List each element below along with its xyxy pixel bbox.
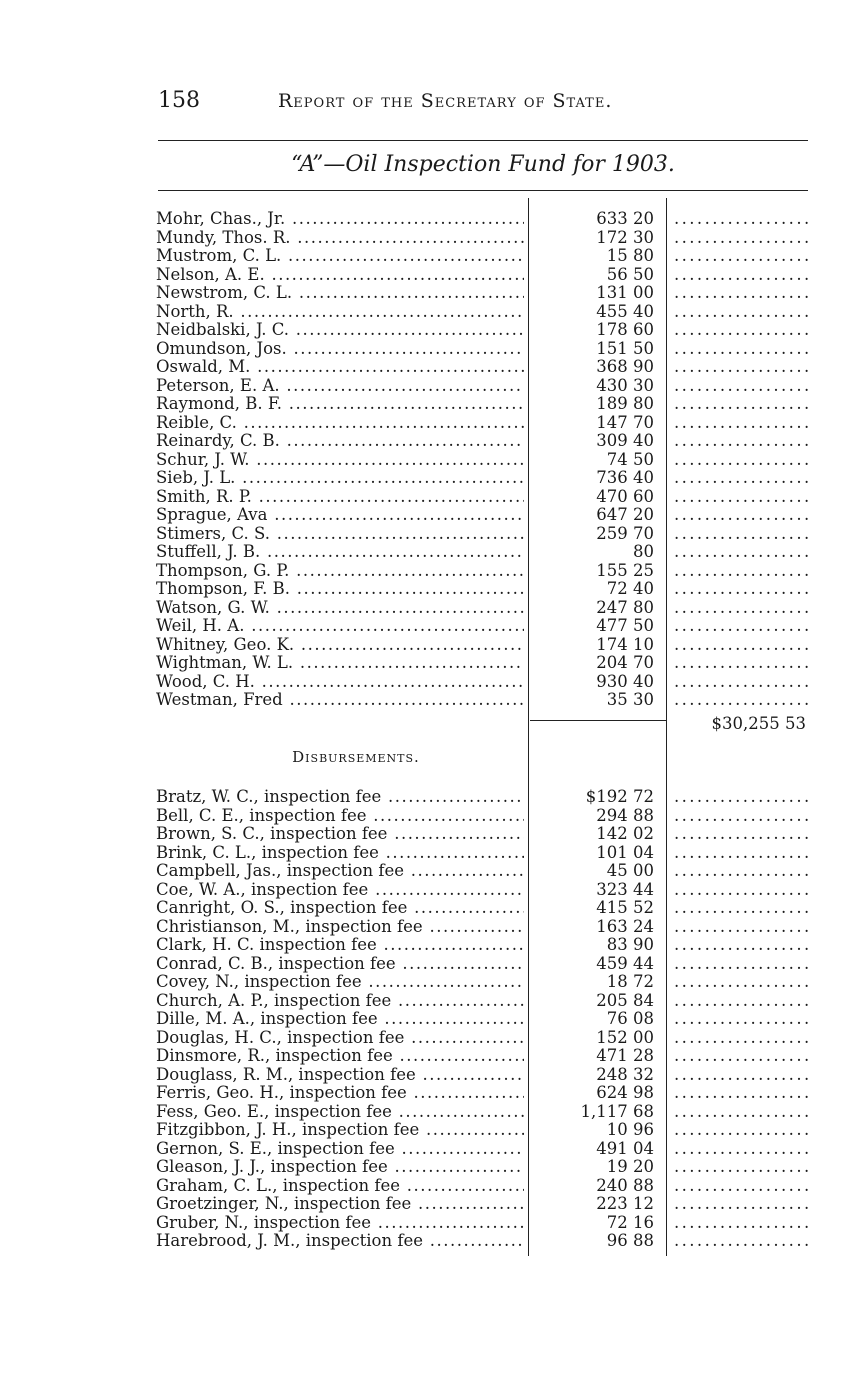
receipts-total: $30,255 53 (711, 714, 806, 733)
entry-name: Reinardy, C. B. ..... (156, 432, 524, 451)
entry-name: Douglass, R. M., inspection fee ..... (156, 1066, 524, 1085)
entry-amount: 415 52 (596, 898, 654, 917)
entry-name: Gruber, N., inspection fee ..... (156, 1214, 524, 1233)
leader-dots (674, 1047, 808, 1066)
table-row (156, 377, 810, 396)
table-row (156, 358, 810, 377)
entry-name: Dinsmore, R., inspection fee ..... (156, 1047, 524, 1066)
entry-amount: 172 30 (596, 227, 654, 247)
leader-dots (674, 881, 808, 900)
leader-dots (674, 825, 808, 844)
table-row (156, 395, 810, 414)
entry-amount: 930 40 (596, 671, 654, 691)
leader-dots (674, 899, 808, 918)
entry-name: Peterson, E. A. ..... (156, 377, 524, 396)
table-row (156, 210, 810, 229)
table-row (156, 1084, 810, 1103)
entry-name: Brink, C. L., inspection fee ..... (156, 844, 524, 863)
entry-name: Harebrood, J. M., inspection fee ..... (156, 1232, 524, 1251)
entry-name: Oswald, M. ..... (156, 358, 524, 377)
entry-name: Bell, C. E., inspection fee ..... (156, 807, 524, 826)
entry-amount: 72 40 (606, 579, 654, 598)
leader-dots (674, 469, 808, 488)
entry-amount: 15 80 (606, 246, 654, 265)
table-row (156, 844, 810, 863)
table-row (156, 936, 810, 955)
table-row (156, 918, 810, 937)
entry-amount: 633 20 (596, 209, 654, 228)
table-row (156, 1047, 810, 1066)
table-row (156, 788, 810, 807)
leader-dots (674, 936, 808, 955)
entry-amount: 101 04 (596, 842, 654, 862)
entry-amount: 147 70 (596, 412, 654, 432)
entry-amount: 178 60 (596, 320, 654, 339)
table-row (156, 229, 810, 248)
entry-amount: 259 70 (596, 523, 654, 543)
table-row (156, 992, 810, 1011)
leader-dots (674, 321, 808, 340)
entry-amount: 247 80 (596, 597, 654, 617)
entry-amount: 80 (633, 542, 654, 561)
table-row (156, 340, 810, 359)
entry-name: Fitzgibbon, J. H., inspection fee ..... (156, 1121, 524, 1140)
entry-amount: 240 88 (596, 1175, 654, 1195)
table-row (156, 825, 810, 844)
table-row (156, 1232, 810, 1251)
leader-dots (674, 1158, 808, 1177)
entry-amount: 155 25 (596, 560, 654, 580)
entry-amount: 624 98 (596, 1083, 654, 1102)
entry-amount: 294 88 (596, 805, 654, 825)
entry-amount: 72 16 (606, 1212, 654, 1232)
table-row (156, 807, 810, 826)
table-row (156, 414, 810, 433)
leader-dots (674, 229, 808, 248)
entry-amount: 491 04 (596, 1138, 654, 1158)
entry-name: Schur, J. W. ..... (156, 451, 524, 470)
entry-name: Mustrom, C. L. ..... (156, 247, 524, 266)
entry-amount: 151 50 (596, 338, 654, 358)
entry-amount: 142 02 (596, 824, 654, 843)
entry-name: Gernon, S. E., inspection fee ..... (156, 1140, 524, 1159)
entry-name: Wood, C. H. ..... (156, 673, 524, 692)
leader-dots (674, 844, 808, 863)
entry-amount: 1,117 68 (580, 1101, 654, 1121)
disbursements-list (156, 788, 810, 1251)
entry-name: Dille, M. A., inspection fee ..... (156, 1010, 524, 1029)
entry-name: Weil, H. A. ..... (156, 617, 524, 636)
leader-dots (674, 862, 808, 881)
entry-name: Whitney, Geo. K. ..... (156, 636, 524, 655)
leader-dots (674, 580, 808, 599)
table-row (156, 321, 810, 340)
leader-dots (674, 1066, 808, 1085)
entry-name: Fess, Geo. E., inspection fee ..... (156, 1103, 524, 1122)
leader-dots (674, 525, 808, 544)
entry-amount: 248 32 (596, 1064, 654, 1084)
entry-amount: 189 80 (596, 394, 654, 413)
table-row (156, 1121, 810, 1140)
entry-name: Brown, S. C., inspection fee ..... (156, 825, 524, 844)
leader-dots (674, 955, 808, 974)
leader-dots (674, 599, 808, 618)
entry-amount: 204 70 (596, 653, 654, 672)
leader-dots (674, 377, 808, 396)
leader-dots (674, 340, 808, 359)
entry-amount: 45 00 (606, 861, 654, 880)
entry-name: Nelson, A. E. ..... (156, 266, 524, 285)
table-row (156, 562, 810, 581)
table-row (156, 654, 810, 673)
leader-dots (674, 303, 808, 322)
entry-name: Graham, C. L., inspection fee ..... (156, 1177, 524, 1196)
table-row (156, 1177, 810, 1196)
table-row (156, 1158, 810, 1177)
table-row (156, 432, 810, 451)
entry-name: Church, A. P., inspection fee ..... (156, 992, 524, 1011)
table-row (156, 1140, 810, 1159)
table-row (156, 525, 810, 544)
entry-amount: 56 50 (606, 264, 654, 284)
entry-name: Omundson, Jos. ..... (156, 340, 524, 359)
entry-name: Covey, N., inspection fee ..... (156, 973, 524, 992)
table-row (156, 488, 810, 507)
entry-name: Raymond, B. F. ..... (156, 395, 524, 414)
entry-name: Bratz, W. C., inspection fee ..... (156, 788, 524, 807)
entry-amount: 76 08 (606, 1009, 654, 1028)
table-row (156, 469, 810, 488)
fund-title: “A”—Oil Inspection Fund for 1903. (291, 152, 675, 177)
entry-name: Douglas, H. C., inspection fee ..... (156, 1029, 524, 1048)
entry-amount: 35 30 (606, 690, 654, 709)
entry-name: Smith, R. P. ..... (156, 488, 524, 507)
leader-dots (674, 543, 808, 562)
entry-name: Canright, O. S., inspection fee ..... (156, 899, 524, 918)
table-row (156, 599, 810, 618)
table-row (156, 862, 810, 881)
table-row (156, 543, 810, 562)
leader-dots (674, 358, 808, 377)
entry-amount: 18 72 (606, 972, 654, 991)
table-row (156, 636, 810, 655)
title-rule (158, 190, 808, 191)
entry-amount: 309 40 (596, 431, 654, 450)
entry-name: Christianson, M., inspection fee ..... (156, 918, 524, 937)
entry-amount: 10 96 (606, 1120, 654, 1139)
entry-name: Westman, Fred ..... (156, 691, 524, 710)
leader-dots (674, 395, 808, 414)
leader-dots (674, 284, 808, 303)
entry-name: Campbell, Jas., inspection fee ..... (156, 862, 524, 881)
table-row (156, 1103, 810, 1122)
entry-name: Thompson, F. B. ..... (156, 580, 524, 599)
entry-name: Sprague, Ava ..... (156, 506, 524, 525)
leader-dots (674, 654, 808, 673)
leader-dots (674, 788, 808, 807)
entry-amount: 430 30 (596, 375, 654, 395)
entry-name: Clark, H. C. inspection fee ..... (156, 936, 524, 955)
table-row (156, 1214, 810, 1233)
entry-name: Wightman, W. L. ..... (156, 654, 524, 673)
entry-amount: 152 00 (596, 1027, 654, 1047)
entry-name: Watson, G. W. ..... (156, 599, 524, 618)
leader-dots (674, 1084, 808, 1103)
leader-dots (674, 1177, 808, 1196)
entry-amount: 455 40 (596, 301, 654, 321)
table-row (156, 303, 810, 322)
table-row (156, 691, 810, 710)
entry-name: Ferris, Geo. H., inspection fee ..... (156, 1084, 524, 1103)
table-row (156, 899, 810, 918)
leader-dots (674, 1214, 808, 1233)
entry-name: North, R. ..... (156, 303, 524, 322)
entry-name: Mohr, Chas., Jr. ..... (156, 210, 524, 229)
leader-dots (674, 414, 808, 433)
page-number: 158 (158, 88, 200, 113)
leader-dots (674, 562, 808, 581)
leader-dots (674, 691, 808, 710)
leader-dots (674, 807, 808, 826)
entry-amount: 83 90 (606, 935, 654, 954)
entry-amount: 647 20 (596, 505, 654, 524)
table-row (156, 617, 810, 636)
entry-name: Coe, W. A., inspection fee ..... (156, 881, 524, 900)
leader-dots (674, 432, 808, 451)
entry-amount: 736 40 (596, 468, 654, 487)
entry-amount: 74 50 (606, 449, 654, 469)
entry-amount: 368 90 (596, 357, 654, 376)
table-row (156, 266, 810, 285)
leader-dots (674, 1103, 808, 1122)
table-row (156, 881, 810, 900)
entry-name: Stimers, C. S. ..... (156, 525, 524, 544)
table-row (156, 247, 810, 266)
receipts-list (156, 210, 810, 710)
leader-dots (674, 266, 808, 285)
entry-name: Stuffell, J. B. ..... (156, 543, 524, 562)
page-header (158, 88, 808, 118)
entry-name: Neidbalski, J. C. ..... (156, 321, 524, 340)
entry-amount: 205 84 (596, 990, 654, 1010)
entry-amount: 471 28 (596, 1046, 654, 1065)
leader-dots (674, 451, 808, 470)
entry-name: Mundy, Thos. R. ..... (156, 229, 524, 248)
table-row (156, 451, 810, 470)
leader-dots (674, 506, 808, 525)
leader-dots (674, 973, 808, 992)
entry-name: Thompson, G. P. ..... (156, 562, 524, 581)
leader-dots (674, 1029, 808, 1048)
leader-dots (674, 210, 808, 229)
leader-dots (674, 1121, 808, 1140)
leader-dots (674, 992, 808, 1011)
entry-name: Sieb, J. L. ..... (156, 469, 524, 488)
entry-amount: 131 00 (596, 283, 654, 302)
leader-dots (674, 247, 808, 266)
entry-name: Gleason, J. J., inspection fee ..... (156, 1158, 524, 1177)
leader-dots (674, 1195, 808, 1214)
table-row (156, 673, 810, 692)
entry-amount: 163 24 (596, 916, 654, 936)
table-row (156, 1066, 810, 1085)
entry-amount: $192 72 (585, 787, 654, 806)
entry-name: Conrad, C. B., inspection fee ..... (156, 955, 524, 974)
entry-amount: 19 20 (606, 1157, 654, 1176)
subtotal-rule (530, 720, 666, 721)
leader-dots (674, 1010, 808, 1029)
leader-dots (674, 918, 808, 937)
table-row (156, 580, 810, 599)
entry-amount: 96 88 (606, 1231, 654, 1250)
entry-name: Reible, C. ..... (156, 414, 524, 433)
table-row (156, 1029, 810, 1048)
top-rule (158, 140, 808, 141)
leader-dots (674, 1140, 808, 1159)
entry-amount: 477 50 (596, 616, 654, 635)
entry-amount: 174 10 (596, 634, 654, 654)
entry-name: Newstrom, C. L. ..... (156, 284, 524, 303)
entry-amount: 223 12 (596, 1194, 654, 1213)
leader-dots (674, 617, 808, 636)
table-row (156, 1010, 810, 1029)
entry-name: Groetzinger, N., inspection fee ..... (156, 1195, 524, 1214)
entry-amount: 470 60 (596, 486, 654, 506)
table-row (156, 955, 810, 974)
entry-amount: 323 44 (596, 879, 654, 899)
table-row (156, 284, 810, 303)
leader-dots (674, 673, 808, 692)
running-title: Report of the Secretary of State. (278, 90, 613, 112)
leader-dots (674, 636, 808, 655)
leader-dots (674, 488, 808, 507)
table-row (156, 1195, 810, 1214)
leader-dots (674, 1232, 808, 1251)
table-row (156, 973, 810, 992)
table-row (156, 506, 810, 525)
entry-amount: 459 44 (596, 953, 654, 973)
disbursements-heading: Disbursements. (292, 748, 420, 766)
